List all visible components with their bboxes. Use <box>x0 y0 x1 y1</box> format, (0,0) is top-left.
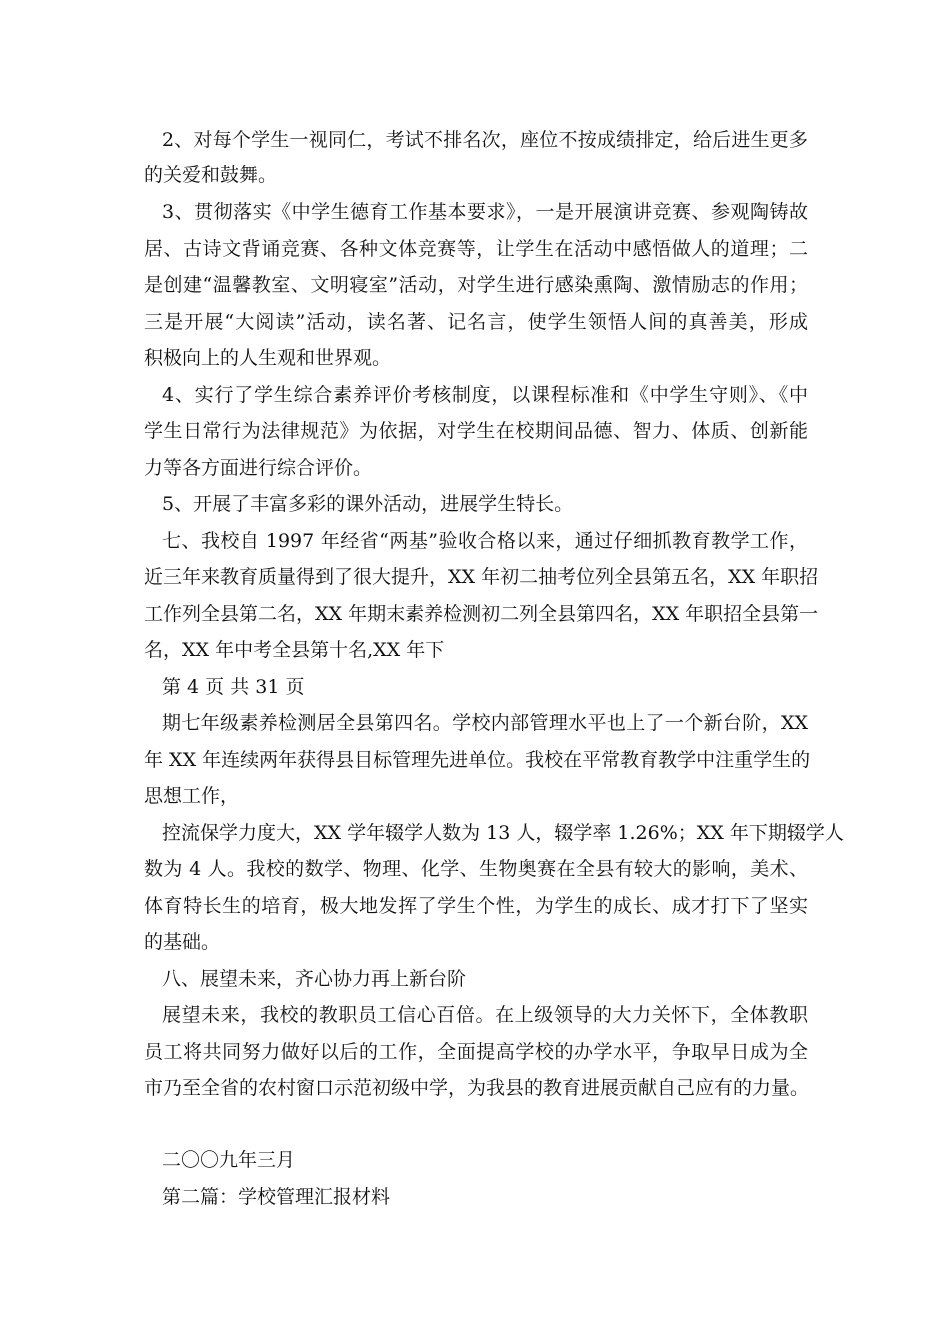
paragraph-line: 4、实行了学生综合素养评价考核制度，以课程标准和《中学生守则》、《中 <box>162 384 808 406</box>
paragraph-line: 居、古诗文背诵竞赛、各种文体竞赛等，让学生在活动中感悟做人的道理；二 <box>144 238 808 260</box>
paragraph-line: 3、贯彻落实《中学生德育工作基本要求》，一是开展演讲竞赛、参观陶铸故 <box>162 201 808 223</box>
paragraph-line: 数为 4 人。我校的数学、物理、化学、生物奥赛在全县有较大的影响，美术、 <box>144 858 808 880</box>
paragraph-line: 七、我校自 1997 年经省“两基”验收合格以来，通过仔细抓教育教学工作， <box>162 530 808 552</box>
page-number: 第 4 页 共 31 页 <box>162 676 305 698</box>
paragraph-line: 的关爱和鼓舞。 <box>144 164 278 186</box>
paragraph-line: 工作列全县第二名，XX 年期末素养检测初二列全县第四名，XX 年职招全县第一 <box>144 603 819 625</box>
paragraph-line: 名，XX 年中考全县第十名,XX 年下 <box>144 639 445 661</box>
paragraph-line: 年 XX 年连续两年获得县目标管理先进单位。我校在平常教育教学中注重学生的 <box>144 749 811 771</box>
paragraph-line: 期七年级素养检测居全县第四名。学校内部管理水平也上了一个新台阶，XX <box>162 712 808 734</box>
date-line: 二〇〇九年三月 <box>162 1149 296 1171</box>
paragraph-line: 思想工作， <box>144 785 240 807</box>
paragraph-line: 近三年来教育质量得到了很大提升，XX 年初二抽考位列全县第五名，XX 年职招 <box>144 566 819 588</box>
paragraph-line: 展望未来，我校的教职员工信心百倍。在上级领导的大力关怀下，全体教职 <box>162 1004 808 1026</box>
section-heading: 八、展望未来，齐心协力再上新台阶 <box>162 968 467 990</box>
paragraph-line: 2、对每个学生一视同仁，考试不排名次，座位不按成绩排定，给后进生更多 <box>162 129 808 151</box>
paragraph-line: 是创建“温馨教室、文明寝室”活动，对学生进行感染熏陶、激情励志的作用； <box>144 274 808 296</box>
paragraph-line: 5、开展了丰富多彩的课外活动，进展学生特长。 <box>162 493 574 515</box>
chapter-title: 第二篇：学校管理汇报材料 <box>162 1186 391 1208</box>
paragraph-line: 三是开展“大阅读”活动，读名著、记名言，使学生领悟人间的真善美，形成 <box>144 311 808 333</box>
paragraph-line: 控流保学力度大，XX 学年辍学人数为 13 人，辍学率 1.26%；XX 年下期辍学人 <box>162 822 844 844</box>
paragraph-line: 员工将共同努力做好以后的工作，全面提高学校的办学水平，争取早日成为全 <box>144 1041 808 1063</box>
paragraph-line: 体育特长生的培育，极大地发挥了学生个性，为学生的成长、成才打下了坚实 <box>144 895 808 917</box>
paragraph-line: 的基础。 <box>144 931 221 953</box>
paragraph-line: 力等各方面进行综合评价。 <box>144 457 373 479</box>
paragraph-line: 市乃至全省的农村窗口示范初级中学，为我县的教育进展贡献自己应有的力量。 <box>144 1077 810 1099</box>
paragraph-line: 积极向上的人生观和世界观。 <box>144 347 392 369</box>
paragraph-line: 学生日常行为法律规范》为依据，对学生在校期间品德、智力、体质、创新能 <box>144 420 808 442</box>
